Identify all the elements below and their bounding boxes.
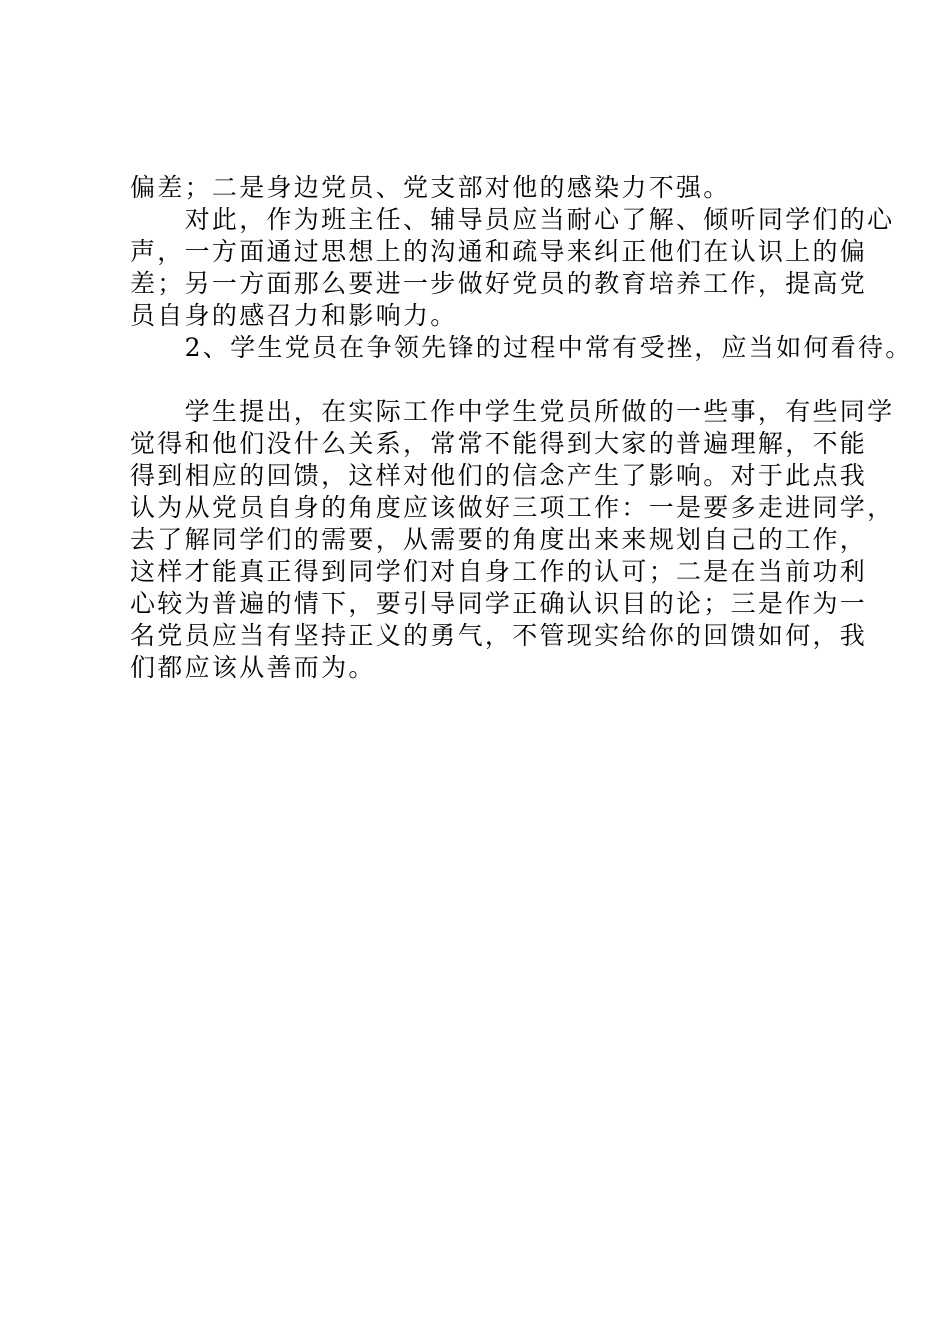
- blank-line: [130, 364, 850, 396]
- document-body: [130, 172, 913, 684]
- text-line: 名党员应当有坚持正义的勇气，不管现实给你的回馈如何，我: [130, 621, 868, 650]
- text-line: 员自身的感召力和影响力。: [130, 301, 458, 330]
- text-line: 对此，作为班主任、辅导员应当耐心了解、倾听同学们的心: [130, 205, 895, 234]
- text-line: 学生提出，在实际工作中学生党员所做的一些事，有些同学: [130, 397, 895, 426]
- text-line: 得到相应的回馈，这样对他们的信念产生了影响。对于此点我: [130, 461, 868, 490]
- text-line: 差；另一方面那么要进一步做好党员的教育培养工作，提高党: [130, 269, 868, 298]
- text-line: 声，一方面通过思想上的沟通和疏导来纠正他们在认识上的偏: [130, 237, 868, 266]
- text-line: 觉得和他们没什么关系，常常不能得到大家的普遍理解，不能: [130, 429, 868, 458]
- text-line: 偏差；二是身边党员、党支部对他的感染力不强。: [130, 173, 731, 202]
- text-line: 认为从党员自身的角度应该做好三项工作：一是要多走进同学，: [130, 493, 895, 522]
- text-line: 2、学生党员在争领先锋的过程中常有受挫，应当如何看待。: [130, 333, 913, 362]
- text-line: 们都应该从善而为。: [130, 653, 376, 682]
- text-line: 这样才能真正得到同学们对自身工作的认可；二是在当前功利: [130, 557, 868, 586]
- text-line: 心较为普遍的情下，要引导同学正确认识目的论；三是作为一: [130, 589, 868, 618]
- text-line: 去了解同学们的需要，从需要的角度出来来规划自己的工作，: [130, 525, 868, 554]
